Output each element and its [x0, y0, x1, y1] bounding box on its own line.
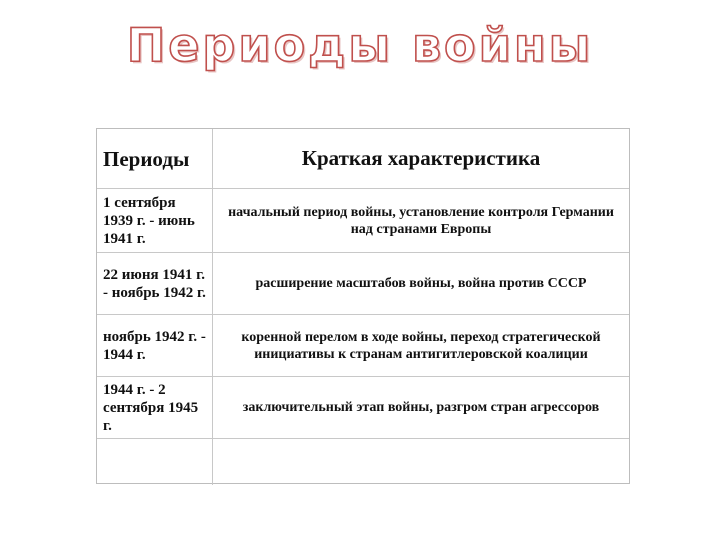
description-cell: расширение масштабов войны, война против СССР — [213, 253, 629, 315]
period-cell: 1 сентября 1939 г. - июнь 1941 г. — [97, 189, 213, 253]
table-row — [97, 377, 629, 439]
description-cell — [213, 439, 629, 485]
periods-table — [97, 129, 629, 485]
slide-title: Периоды войны — [126, 18, 594, 72]
table-header-row — [97, 129, 629, 189]
table-row-empty — [97, 439, 629, 485]
period-cell: 1944 г. - 2 сентября 1945 г. — [97, 377, 213, 439]
header-periods: Периоды — [97, 129, 213, 189]
header-description: Краткая характеристика — [213, 129, 629, 189]
periods-table-container — [96, 128, 630, 484]
table-row — [97, 253, 629, 315]
table-row — [97, 315, 629, 377]
description-cell: заключительный этап войны, разгром стран агрессоров — [213, 377, 629, 439]
period-cell: 22 июня 1941 г. - ноябрь 1942 г. — [97, 253, 213, 315]
description-cell: коренной перелом в ходе войны, переход стратегической инициативы к странам антигитлеровской коалиции — [213, 315, 629, 377]
table-row — [97, 189, 629, 253]
description-cell: начальный период войны, установление контроля Германии над странами Европы — [213, 189, 629, 253]
period-cell: ноябрь 1942 г. - 1944 г. — [97, 315, 213, 377]
period-cell — [97, 439, 213, 485]
